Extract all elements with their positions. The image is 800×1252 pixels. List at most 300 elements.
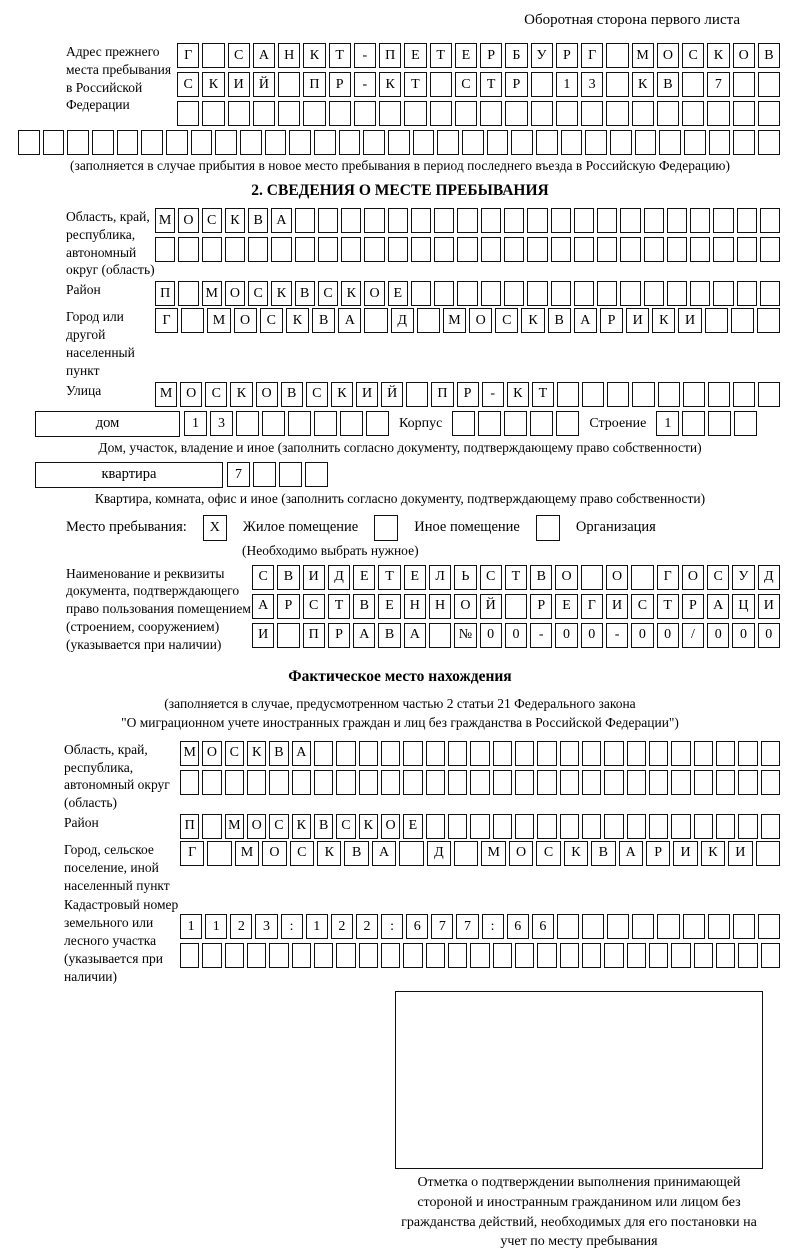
char-cell[interactable]: П (431, 382, 453, 407)
char-cell[interactable] (493, 943, 512, 968)
char-cell[interactable]: В (591, 841, 615, 866)
char-cell[interactable]: С (480, 565, 502, 590)
char-cell[interactable]: Л (429, 565, 451, 590)
char-cell[interactable] (557, 914, 579, 939)
char-cell[interactable] (597, 281, 617, 306)
char-cell[interactable] (690, 208, 710, 233)
char-cell[interactable] (202, 943, 221, 968)
char-cell[interactable]: Г (177, 43, 199, 68)
actual-region-row-2[interactable] (180, 770, 780, 795)
char-cell[interactable] (207, 841, 231, 866)
char-cell[interactable] (582, 814, 601, 839)
char-cell[interactable] (426, 814, 445, 839)
char-cell[interactable] (318, 208, 338, 233)
char-cell[interactable] (551, 208, 571, 233)
apartment-cells[interactable] (227, 462, 328, 487)
char-cell[interactable]: 0 (505, 623, 527, 648)
char-cell[interactable] (560, 770, 579, 795)
char-cell[interactable] (178, 237, 198, 262)
char-cell[interactable] (761, 814, 780, 839)
char-cell[interactable] (411, 237, 431, 262)
char-cell[interactable] (560, 814, 579, 839)
char-cell[interactable] (632, 101, 654, 126)
char-cell[interactable]: В (758, 43, 780, 68)
char-cell[interactable]: Д (758, 565, 780, 590)
char-cell[interactable] (341, 208, 361, 233)
prev-address-row-1[interactable] (177, 43, 780, 68)
char-cell[interactable]: И (356, 382, 378, 407)
char-cell[interactable] (551, 237, 571, 262)
char-cell[interactable]: Р (480, 43, 502, 68)
char-cell[interactable]: Т (378, 565, 400, 590)
char-cell[interactable]: М (155, 208, 175, 233)
char-cell[interactable] (581, 565, 603, 590)
char-cell[interactable] (381, 943, 400, 968)
char-cell[interactable] (627, 943, 646, 968)
char-cell[interactable]: У (732, 565, 754, 590)
char-cell[interactable]: С (682, 43, 704, 68)
char-cell[interactable]: 0 (707, 623, 729, 648)
char-cell[interactable]: С (228, 43, 250, 68)
char-cell[interactable] (635, 130, 657, 155)
char-cell[interactable] (289, 130, 311, 155)
char-cell[interactable] (694, 770, 713, 795)
char-cell[interactable]: И (678, 308, 701, 333)
char-cell[interactable]: Г (581, 594, 603, 619)
char-cell[interactable]: Г (180, 841, 204, 866)
char-cell[interactable] (574, 208, 594, 233)
char-cell[interactable] (515, 770, 534, 795)
char-cell[interactable] (329, 101, 351, 126)
char-cell[interactable]: С (202, 208, 222, 233)
char-cell[interactable] (481, 208, 501, 233)
char-cell[interactable] (225, 943, 244, 968)
char-cell[interactable] (738, 770, 757, 795)
char-cell[interactable] (760, 208, 780, 233)
char-cell[interactable] (202, 237, 222, 262)
char-cell[interactable]: К (652, 308, 675, 333)
char-cell[interactable]: О (234, 308, 257, 333)
char-cell[interactable]: К (331, 382, 353, 407)
char-cell[interactable] (277, 623, 299, 648)
char-cell[interactable] (381, 741, 400, 766)
char-cell[interactable]: Й (253, 72, 275, 97)
char-cell[interactable]: : (482, 914, 504, 939)
char-cell[interactable]: - (530, 623, 552, 648)
char-cell[interactable] (610, 130, 632, 155)
char-cell[interactable]: В (295, 281, 315, 306)
char-cell[interactable] (667, 281, 687, 306)
char-cell[interactable] (336, 741, 355, 766)
char-cell[interactable] (530, 411, 553, 436)
char-cell[interactable] (295, 237, 315, 262)
char-cell[interactable] (470, 943, 489, 968)
char-cell[interactable]: К (271, 281, 291, 306)
char-cell[interactable] (202, 101, 224, 126)
char-cell[interactable]: С (631, 594, 653, 619)
char-cell[interactable] (756, 841, 780, 866)
char-cell[interactable]: О (178, 208, 198, 233)
char-cell[interactable] (683, 382, 705, 407)
char-cell[interactable]: О (202, 741, 221, 766)
char-cell[interactable]: К (303, 43, 325, 68)
char-cell[interactable] (411, 281, 431, 306)
char-cell[interactable]: О (225, 281, 245, 306)
char-cell[interactable]: Е (378, 594, 400, 619)
house-cells[interactable] (184, 411, 389, 436)
char-cell[interactable]: Г (657, 565, 679, 590)
char-cell[interactable]: 1 (180, 914, 202, 939)
stay-type-checkbox-other-premises[interactable] (374, 515, 398, 541)
actual-district-row[interactable] (180, 814, 780, 839)
char-cell[interactable] (480, 101, 502, 126)
char-cell[interactable]: Е (404, 43, 426, 68)
char-cell[interactable]: 1 (656, 411, 679, 436)
char-cell[interactable] (178, 281, 198, 306)
char-cell[interactable]: Т (328, 594, 350, 619)
char-cell[interactable] (761, 741, 780, 766)
char-cell[interactable]: И (252, 623, 274, 648)
char-cell[interactable]: Й (480, 594, 502, 619)
char-cell[interactable]: Р (457, 382, 479, 407)
char-cell[interactable] (627, 814, 646, 839)
char-cell[interactable]: О (247, 814, 266, 839)
char-cell[interactable]: № (454, 623, 476, 648)
char-cell[interactable]: М (632, 43, 654, 68)
char-cell[interactable] (738, 741, 757, 766)
char-cell[interactable] (43, 130, 65, 155)
char-cell[interactable] (359, 943, 378, 968)
char-cell[interactable] (620, 237, 640, 262)
char-cell[interactable]: Г (155, 308, 178, 333)
char-cell[interactable] (364, 308, 387, 333)
char-cell[interactable] (607, 914, 629, 939)
char-cell[interactable] (180, 770, 199, 795)
char-cell[interactable] (504, 237, 524, 262)
char-cell[interactable]: С (495, 308, 518, 333)
char-cell[interactable]: 7 (431, 914, 453, 939)
char-cell[interactable] (262, 411, 285, 436)
char-cell[interactable] (504, 281, 524, 306)
char-cell[interactable] (505, 594, 527, 619)
char-cell[interactable]: У (531, 43, 553, 68)
char-cell[interactable] (359, 741, 378, 766)
char-cell[interactable] (429, 623, 451, 648)
char-cell[interactable] (279, 462, 302, 487)
char-cell[interactable]: В (353, 594, 375, 619)
document-row-3[interactable] (252, 623, 780, 648)
char-cell[interactable] (339, 130, 361, 155)
char-cell[interactable] (694, 943, 713, 968)
char-cell[interactable]: Т (532, 382, 554, 407)
char-cell[interactable]: М (202, 281, 222, 306)
char-cell[interactable]: Е (404, 565, 426, 590)
char-cell[interactable] (493, 770, 512, 795)
char-cell[interactable] (708, 411, 731, 436)
char-cell[interactable]: А (707, 594, 729, 619)
stay-type-checkbox-organization[interactable] (536, 515, 560, 541)
char-cell[interactable]: 0 (631, 623, 653, 648)
char-cell[interactable] (671, 770, 690, 795)
char-cell[interactable] (336, 770, 355, 795)
char-cell[interactable]: 1 (556, 72, 578, 97)
char-cell[interactable] (758, 101, 780, 126)
char-cell[interactable] (141, 130, 163, 155)
char-cell[interactable] (265, 130, 287, 155)
char-cell[interactable] (457, 208, 477, 233)
char-cell[interactable]: 2 (230, 914, 252, 939)
char-cell[interactable]: О (469, 308, 492, 333)
char-cell[interactable]: К (521, 308, 544, 333)
char-cell[interactable] (709, 130, 731, 155)
char-cell[interactable] (314, 770, 333, 795)
char-cell[interactable] (253, 462, 276, 487)
char-cell[interactable]: В (269, 741, 288, 766)
prev-address-row-3[interactable] (177, 101, 780, 126)
char-cell[interactable] (278, 101, 300, 126)
char-cell[interactable]: Р (600, 308, 623, 333)
char-cell[interactable]: В (548, 308, 571, 333)
char-cell[interactable] (582, 382, 604, 407)
char-cell[interactable] (737, 208, 757, 233)
char-cell[interactable] (448, 741, 467, 766)
char-cell[interactable] (657, 101, 679, 126)
char-cell[interactable] (734, 411, 757, 436)
char-cell[interactable] (292, 943, 311, 968)
char-cell[interactable] (644, 281, 664, 306)
char-cell[interactable] (658, 382, 680, 407)
char-cell[interactable] (430, 101, 452, 126)
char-cell[interactable]: А (271, 208, 291, 233)
char-cell[interactable]: И (728, 841, 752, 866)
char-cell[interactable]: М (225, 814, 244, 839)
char-cell[interactable]: В (530, 565, 552, 590)
char-cell[interactable]: А (619, 841, 643, 866)
char-cell[interactable] (557, 382, 579, 407)
char-cell[interactable]: О (364, 281, 384, 306)
char-cell[interactable]: П (180, 814, 199, 839)
char-cell[interactable] (364, 208, 384, 233)
char-cell[interactable]: М (207, 308, 230, 333)
char-cell[interactable] (716, 770, 735, 795)
char-cell[interactable] (694, 741, 713, 766)
char-cell[interactable] (531, 72, 553, 97)
char-cell[interactable] (253, 101, 275, 126)
char-cell[interactable] (537, 770, 556, 795)
char-cell[interactable] (247, 943, 266, 968)
document-row-1[interactable] (252, 565, 780, 590)
char-cell[interactable]: С (336, 814, 355, 839)
actual-city-row[interactable] (180, 841, 780, 866)
char-cell[interactable] (737, 237, 757, 262)
char-cell[interactable] (180, 943, 199, 968)
char-cell[interactable]: Р (329, 72, 351, 97)
char-cell[interactable] (448, 943, 467, 968)
char-cell[interactable] (202, 770, 221, 795)
char-cell[interactable] (627, 741, 646, 766)
char-cell[interactable] (597, 237, 617, 262)
char-cell[interactable]: И (673, 841, 697, 866)
char-cell[interactable] (716, 741, 735, 766)
char-cell[interactable]: С (306, 382, 328, 407)
char-cell[interactable] (364, 237, 384, 262)
char-cell[interactable]: К (341, 281, 361, 306)
char-cell[interactable] (757, 308, 780, 333)
char-cell[interactable]: Е (353, 565, 375, 590)
char-cell[interactable] (247, 770, 266, 795)
char-cell[interactable] (667, 237, 687, 262)
char-cell[interactable] (359, 770, 378, 795)
char-cell[interactable]: : (281, 914, 303, 939)
char-cell[interactable]: Р (328, 623, 350, 648)
char-cell[interactable] (166, 130, 188, 155)
char-cell[interactable] (649, 741, 668, 766)
char-cell[interactable] (470, 770, 489, 795)
char-cell[interactable]: С (536, 841, 560, 866)
char-cell[interactable] (556, 411, 579, 436)
char-cell[interactable] (448, 814, 467, 839)
char-cell[interactable] (582, 770, 601, 795)
char-cell[interactable]: К (701, 841, 725, 866)
char-cell[interactable]: О (555, 565, 577, 590)
char-cell[interactable]: 7 (456, 914, 478, 939)
char-cell[interactable] (733, 914, 755, 939)
char-cell[interactable] (434, 281, 454, 306)
char-cell[interactable] (733, 382, 755, 407)
char-cell[interactable]: 2 (356, 914, 378, 939)
char-cell[interactable] (604, 770, 623, 795)
char-cell[interactable] (314, 943, 333, 968)
char-cell[interactable] (537, 741, 556, 766)
char-cell[interactable] (505, 101, 527, 126)
char-cell[interactable] (426, 741, 445, 766)
char-cell[interactable]: И (626, 308, 649, 333)
char-cell[interactable] (713, 208, 733, 233)
char-cell[interactable]: К (564, 841, 588, 866)
char-cell[interactable] (708, 914, 730, 939)
char-cell[interactable]: О (256, 382, 278, 407)
char-cell[interactable]: 3 (255, 914, 277, 939)
char-cell[interactable]: Т (430, 43, 452, 68)
char-cell[interactable] (404, 101, 426, 126)
char-cell[interactable]: И (758, 594, 780, 619)
char-cell[interactable]: П (303, 72, 325, 97)
actual-region-row-1[interactable] (180, 741, 780, 766)
char-cell[interactable] (581, 101, 603, 126)
char-cell[interactable]: О (454, 594, 476, 619)
char-cell[interactable] (574, 237, 594, 262)
char-cell[interactable] (716, 814, 735, 839)
char-cell[interactable]: Н (429, 594, 451, 619)
document-row-2[interactable] (252, 594, 780, 619)
char-cell[interactable]: И (606, 594, 628, 619)
char-cell[interactable]: К (292, 814, 311, 839)
char-cell[interactable]: С (248, 281, 268, 306)
char-cell[interactable]: И (228, 72, 250, 97)
char-cell[interactable]: 7 (707, 72, 729, 97)
char-cell[interactable]: С (252, 565, 274, 590)
char-cell[interactable] (448, 770, 467, 795)
district-row[interactable] (155, 281, 780, 306)
char-cell[interactable] (644, 237, 664, 262)
char-cell[interactable]: С (455, 72, 477, 97)
char-cell[interactable] (481, 237, 501, 262)
char-cell[interactable] (191, 130, 213, 155)
char-cell[interactable]: : (381, 914, 403, 939)
char-cell[interactable]: 0 (657, 623, 679, 648)
char-cell[interactable]: Д (328, 565, 350, 590)
char-cell[interactable] (248, 237, 268, 262)
char-cell[interactable]: Р (505, 72, 527, 97)
char-cell[interactable]: Г (581, 43, 603, 68)
char-cell[interactable] (667, 208, 687, 233)
char-cell[interactable]: П (155, 281, 175, 306)
char-cell[interactable] (399, 841, 423, 866)
char-cell[interactable] (707, 101, 729, 126)
char-cell[interactable]: Е (555, 594, 577, 619)
char-cell[interactable] (620, 281, 640, 306)
char-cell[interactable]: В (248, 208, 268, 233)
char-cell[interactable] (606, 101, 628, 126)
char-cell[interactable]: К (379, 72, 401, 97)
char-cell[interactable] (713, 237, 733, 262)
char-cell[interactable]: П (303, 623, 325, 648)
char-cell[interactable] (604, 943, 623, 968)
char-cell[interactable]: - (606, 623, 628, 648)
char-cell[interactable] (597, 208, 617, 233)
char-cell[interactable] (504, 208, 524, 233)
char-cell[interactable] (515, 943, 534, 968)
char-cell[interactable]: К (317, 841, 341, 866)
char-cell[interactable]: А (353, 623, 375, 648)
char-cell[interactable]: Д (427, 841, 451, 866)
char-cell[interactable] (202, 43, 224, 68)
char-cell[interactable]: 1 (306, 914, 328, 939)
char-cell[interactable]: - (354, 43, 376, 68)
char-cell[interactable] (671, 814, 690, 839)
char-cell[interactable] (457, 281, 477, 306)
char-cell[interactable]: 6 (532, 914, 554, 939)
char-cell[interactable] (560, 741, 579, 766)
char-cell[interactable] (582, 943, 601, 968)
char-cell[interactable]: 6 (406, 914, 428, 939)
char-cell[interactable] (434, 237, 454, 262)
char-cell[interactable] (406, 382, 428, 407)
char-cell[interactable] (758, 382, 780, 407)
char-cell[interactable] (671, 741, 690, 766)
char-cell[interactable]: А (574, 308, 597, 333)
region-row-1[interactable] (155, 208, 780, 233)
char-cell[interactable] (454, 841, 478, 866)
char-cell[interactable]: М (180, 741, 199, 766)
char-cell[interactable] (504, 411, 527, 436)
char-cell[interactable]: Р (277, 594, 299, 619)
char-cell[interactable]: К (202, 72, 224, 97)
char-cell[interactable]: О (606, 565, 628, 590)
char-cell[interactable] (716, 943, 735, 968)
char-cell[interactable] (537, 943, 556, 968)
char-cell[interactable]: С (260, 308, 283, 333)
char-cell[interactable] (379, 101, 401, 126)
char-cell[interactable]: В (314, 814, 333, 839)
char-cell[interactable]: П (379, 43, 401, 68)
char-cell[interactable] (117, 130, 139, 155)
char-cell[interactable] (733, 72, 755, 97)
cadastral-row-1[interactable] (180, 914, 780, 939)
char-cell[interactable] (341, 237, 361, 262)
char-cell[interactable]: Д (391, 308, 414, 333)
char-cell[interactable]: Т (505, 565, 527, 590)
